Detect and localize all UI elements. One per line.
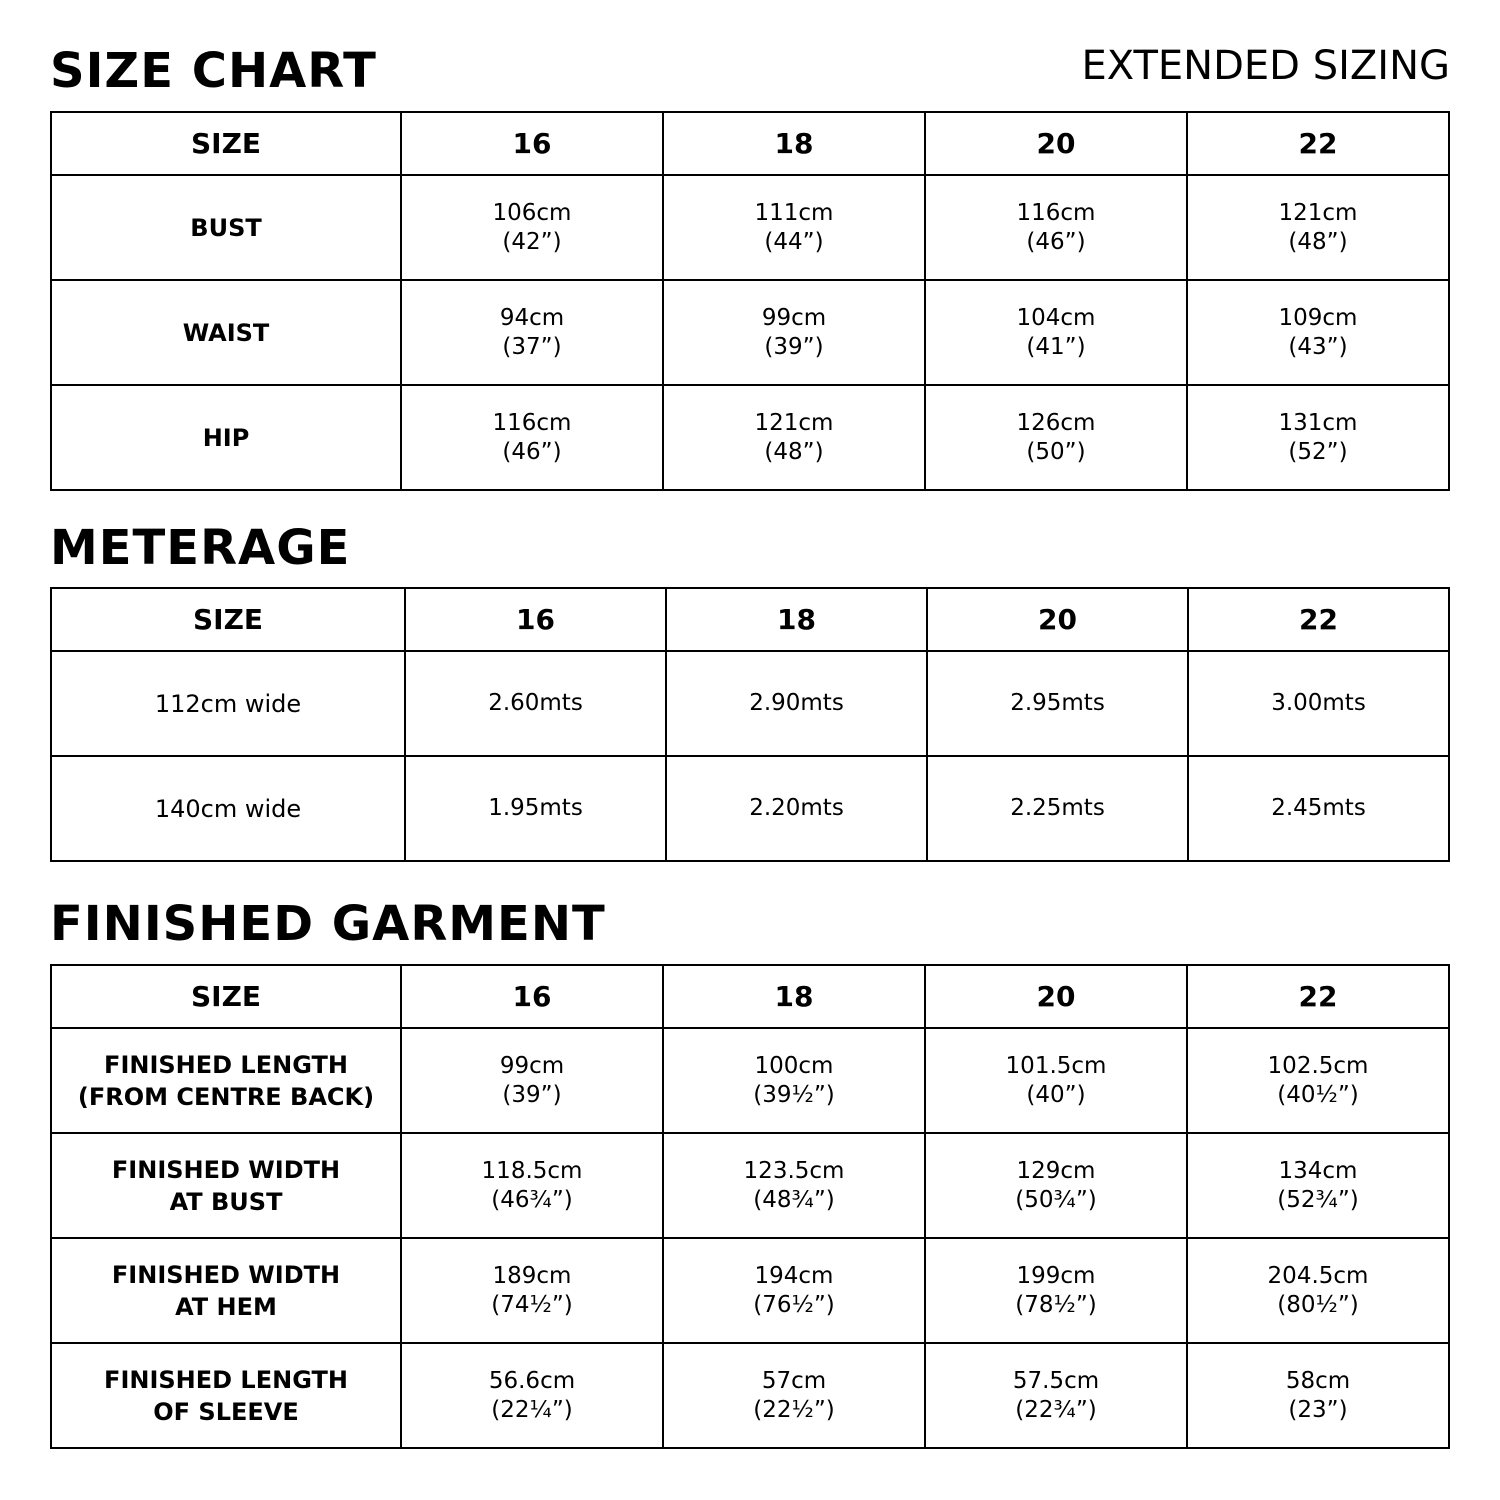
page-subtitle: EXTENDED SIZING (1081, 43, 1450, 89)
measurement-cell: 118.5cm (46¾”) (401, 1133, 663, 1238)
measurement-cell: 100cm (39½”) (663, 1028, 925, 1133)
column-header: 16 (401, 112, 663, 175)
finished-garment-table (50, 964, 1450, 1449)
table-row (51, 1238, 1449, 1343)
column-header: 20 (925, 112, 1187, 175)
row-label: FINISHED WIDTH AT HEM (51, 1238, 401, 1343)
table-row (51, 756, 1449, 861)
measurement-cell: 116cm (46”) (925, 175, 1187, 280)
row-label: WAIST (51, 280, 401, 385)
measurement-cell: 199cm (78½”) (925, 1238, 1187, 1343)
meterage-title: METERAGE (50, 520, 351, 576)
row-label: FINISHED LENGTH OF SLEEVE (51, 1343, 401, 1448)
table-row (51, 1028, 1449, 1133)
row-label: BUST (51, 175, 401, 280)
column-header: 22 (1187, 112, 1449, 175)
measurement-cell: 58cm (23”) (1187, 1343, 1449, 1448)
measurement-cell: 204.5cm (80½”) (1187, 1238, 1449, 1343)
measurement-cell: 116cm (46”) (401, 385, 663, 490)
table-row (51, 280, 1449, 385)
measurement-cell: 134cm (52¾”) (1187, 1133, 1449, 1238)
measurement-cell: 104cm (41”) (925, 280, 1187, 385)
measurement-cell: 131cm (52”) (1187, 385, 1449, 490)
meterage-cell: 2.90mts (666, 651, 927, 756)
measurement-cell: 121cm (48”) (1187, 175, 1449, 280)
column-header: 16 (405, 588, 666, 651)
column-header: 22 (1187, 965, 1449, 1028)
measurement-cell: 56.6cm (22¼”) (401, 1343, 663, 1448)
measurement-cell: 189cm (74½”) (401, 1238, 663, 1343)
row-label: 112cm wide (51, 651, 405, 756)
column-header: 20 (927, 588, 1188, 651)
column-header: SIZE (51, 965, 401, 1028)
column-header: 18 (663, 112, 925, 175)
column-header: 22 (1188, 588, 1449, 651)
measurement-cell: 194cm (76½”) (663, 1238, 925, 1343)
row-label: HIP (51, 385, 401, 490)
table-row (51, 385, 1449, 490)
column-header: 20 (925, 965, 1187, 1028)
finished-garment-title: FINISHED GARMENT (50, 896, 606, 952)
meterage-header-row (51, 588, 1449, 651)
measurement-cell: 111cm (44”) (663, 175, 925, 280)
meterage-cell: 2.25mts (927, 756, 1188, 861)
column-header: 16 (401, 965, 663, 1028)
measurement-cell: 57.5cm (22¾”) (925, 1343, 1187, 1448)
meterage-cell: 2.60mts (405, 651, 666, 756)
measurement-cell: 102.5cm (40½”) (1187, 1028, 1449, 1133)
meterage-table (50, 587, 1450, 862)
meterage-cell: 1.95mts (405, 756, 666, 861)
column-header: 18 (663, 965, 925, 1028)
measurement-cell: 94cm (37”) (401, 280, 663, 385)
measurement-cell: 129cm (50¾”) (925, 1133, 1187, 1238)
measurement-cell: 123.5cm (48¾”) (663, 1133, 925, 1238)
table-row (51, 651, 1449, 756)
size-chart-table (50, 111, 1450, 491)
table-row (51, 175, 1449, 280)
measurement-cell: 57cm (22½”) (663, 1343, 925, 1448)
meterage-cell: 2.95mts (927, 651, 1188, 756)
table-row (51, 1343, 1449, 1448)
page-title: SIZE CHART (50, 43, 377, 99)
measurement-cell: 121cm (48”) (663, 385, 925, 490)
measurement-cell: 99cm (39”) (663, 280, 925, 385)
measurement-cell: 101.5cm (40”) (925, 1028, 1187, 1133)
measurement-cell: 109cm (43”) (1187, 280, 1449, 385)
column-header: SIZE (51, 588, 405, 651)
column-header: 18 (666, 588, 927, 651)
meterage-cell: 3.00mts (1188, 651, 1449, 756)
meterage-cell: 2.45mts (1188, 756, 1449, 861)
row-label: FINISHED WIDTH AT BUST (51, 1133, 401, 1238)
finished-garment-header-row (51, 965, 1449, 1028)
row-label: FINISHED LENGTH (FROM CENTRE BACK) (51, 1028, 401, 1133)
measurement-cell: 106cm (42”) (401, 175, 663, 280)
table-row (51, 1133, 1449, 1238)
size-chart-header-row (51, 112, 1449, 175)
column-header: SIZE (51, 112, 401, 175)
row-label: 140cm wide (51, 756, 405, 861)
measurement-cell: 99cm (39”) (401, 1028, 663, 1133)
measurement-cell: 126cm (50”) (925, 385, 1187, 490)
meterage-cell: 2.20mts (666, 756, 927, 861)
